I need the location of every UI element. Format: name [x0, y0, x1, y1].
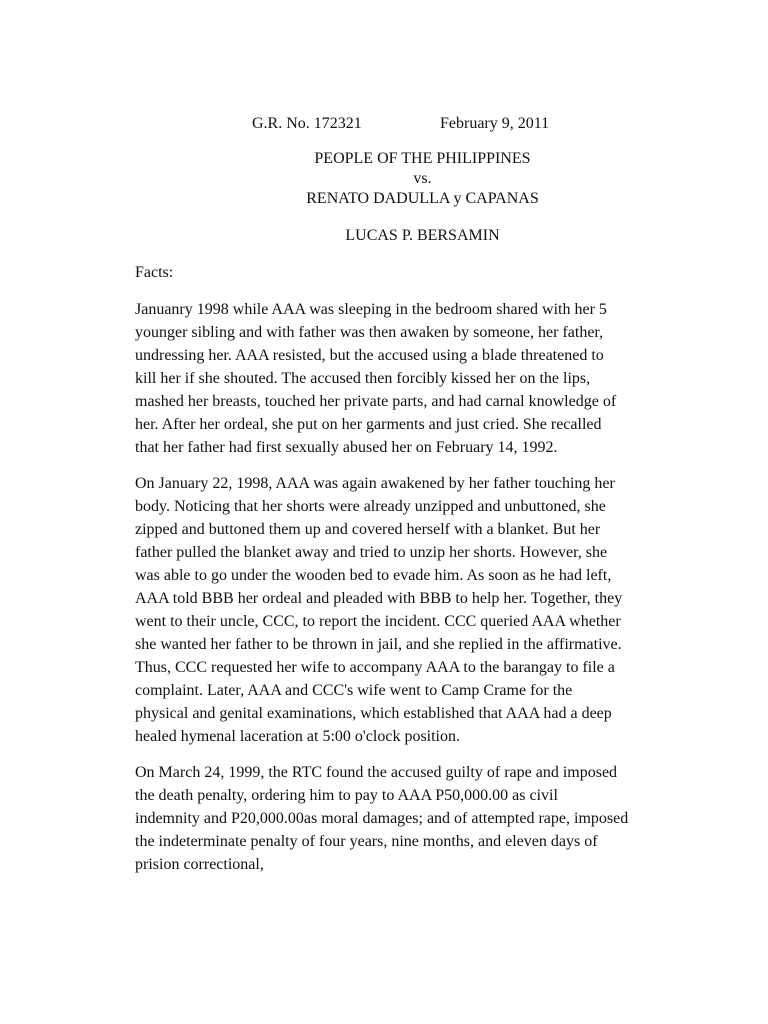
text-line: Thus, CCC requested her wife to accompany AAA to the barangay to file a [135, 659, 615, 676]
text-line: she wanted her father to be thrown in jail, and she replied in the affirmative. [135, 636, 622, 653]
facts-body [135, 298, 710, 876]
text-line: went to their uncle, CCC, to report the incident. CCC queried AAA whether [135, 613, 621, 630]
gr-number: G.R. No. 172321 [252, 115, 362, 132]
text-line: body. Noticing that her shorts were already unzipped and unbuttoned, she [135, 498, 606, 515]
document-page [135, 110, 710, 876]
text-line: healed hymenal laceration at 5:00 o'clock position. [135, 728, 460, 745]
text-line: was able to go under the wooden bed to evade him. As soon as he had left, [135, 567, 612, 584]
text-line: physical and genital examinations, which established that AAA had a deep [135, 705, 612, 722]
text-line: her. After her ordeal, she put on her garments and just cried. She recalled [135, 416, 602, 433]
text-line: indemnity and P20,000.00as moral damages; and of attempted rape, imposed [135, 810, 629, 827]
paragraph [135, 298, 710, 459]
case-parties [135, 149, 710, 209]
text-line: complaint. Later, AAA and CCC's wife went to Camp Crame for the [135, 682, 573, 699]
text-line: mashed her breasts, touched her private parts, and had carnal knowledge of [135, 393, 617, 410]
text-line: that her father had first sexually abused her on February 14, 1992. [135, 439, 558, 456]
text-line: undressing her. AAA resisted, but the accused using a blade threatened to [135, 347, 604, 364]
facts-heading: Facts: [135, 264, 174, 281]
paragraph [135, 472, 710, 748]
text-line: Januanry 1998 while AAA was sleeping in the bedroom shared with her 5 [135, 301, 607, 318]
text-line: kill her if she shouted. The accused then forcibly kissed her on the lips, [135, 370, 591, 387]
text-line: younger sibling and with father was then awaken by someone, her father, [135, 324, 604, 341]
case-reference-line [135, 114, 710, 134]
text-line: AAA told BBB her ordeal and pleaded with BBB to help her. Together, they [135, 590, 623, 607]
versus-label: vs. [413, 170, 432, 187]
paragraph [135, 761, 710, 876]
ponente-name: LUCAS P. BERSAMIN [345, 227, 500, 244]
plaintiff-name: PEOPLE OF THE PHILIPPINES [314, 150, 531, 167]
accused-name: RENATO DADULLA y CAPANAS [306, 190, 539, 207]
text-line: zipped and buttoned them up and covered herself with a blanket. But her [135, 521, 601, 538]
text-line: On March 24, 1999, the RTC found the accused guilty of rape and imposed [135, 764, 618, 781]
text-line: the indeterminate penalty of four years, nine months, and eleven days of [135, 833, 598, 850]
decision-date: February 9, 2011 [440, 115, 550, 132]
text-line: prision correctional, [135, 856, 264, 873]
text-line: the death penalty, ordering him to pay to AAA P50,000.00 as civil [135, 787, 558, 804]
text-line: On January 22, 1998, AAA was again awakened by her father touching her [135, 475, 615, 492]
text-line: father pulled the blanket away and tried to unzip her shorts. However, she [135, 544, 608, 561]
